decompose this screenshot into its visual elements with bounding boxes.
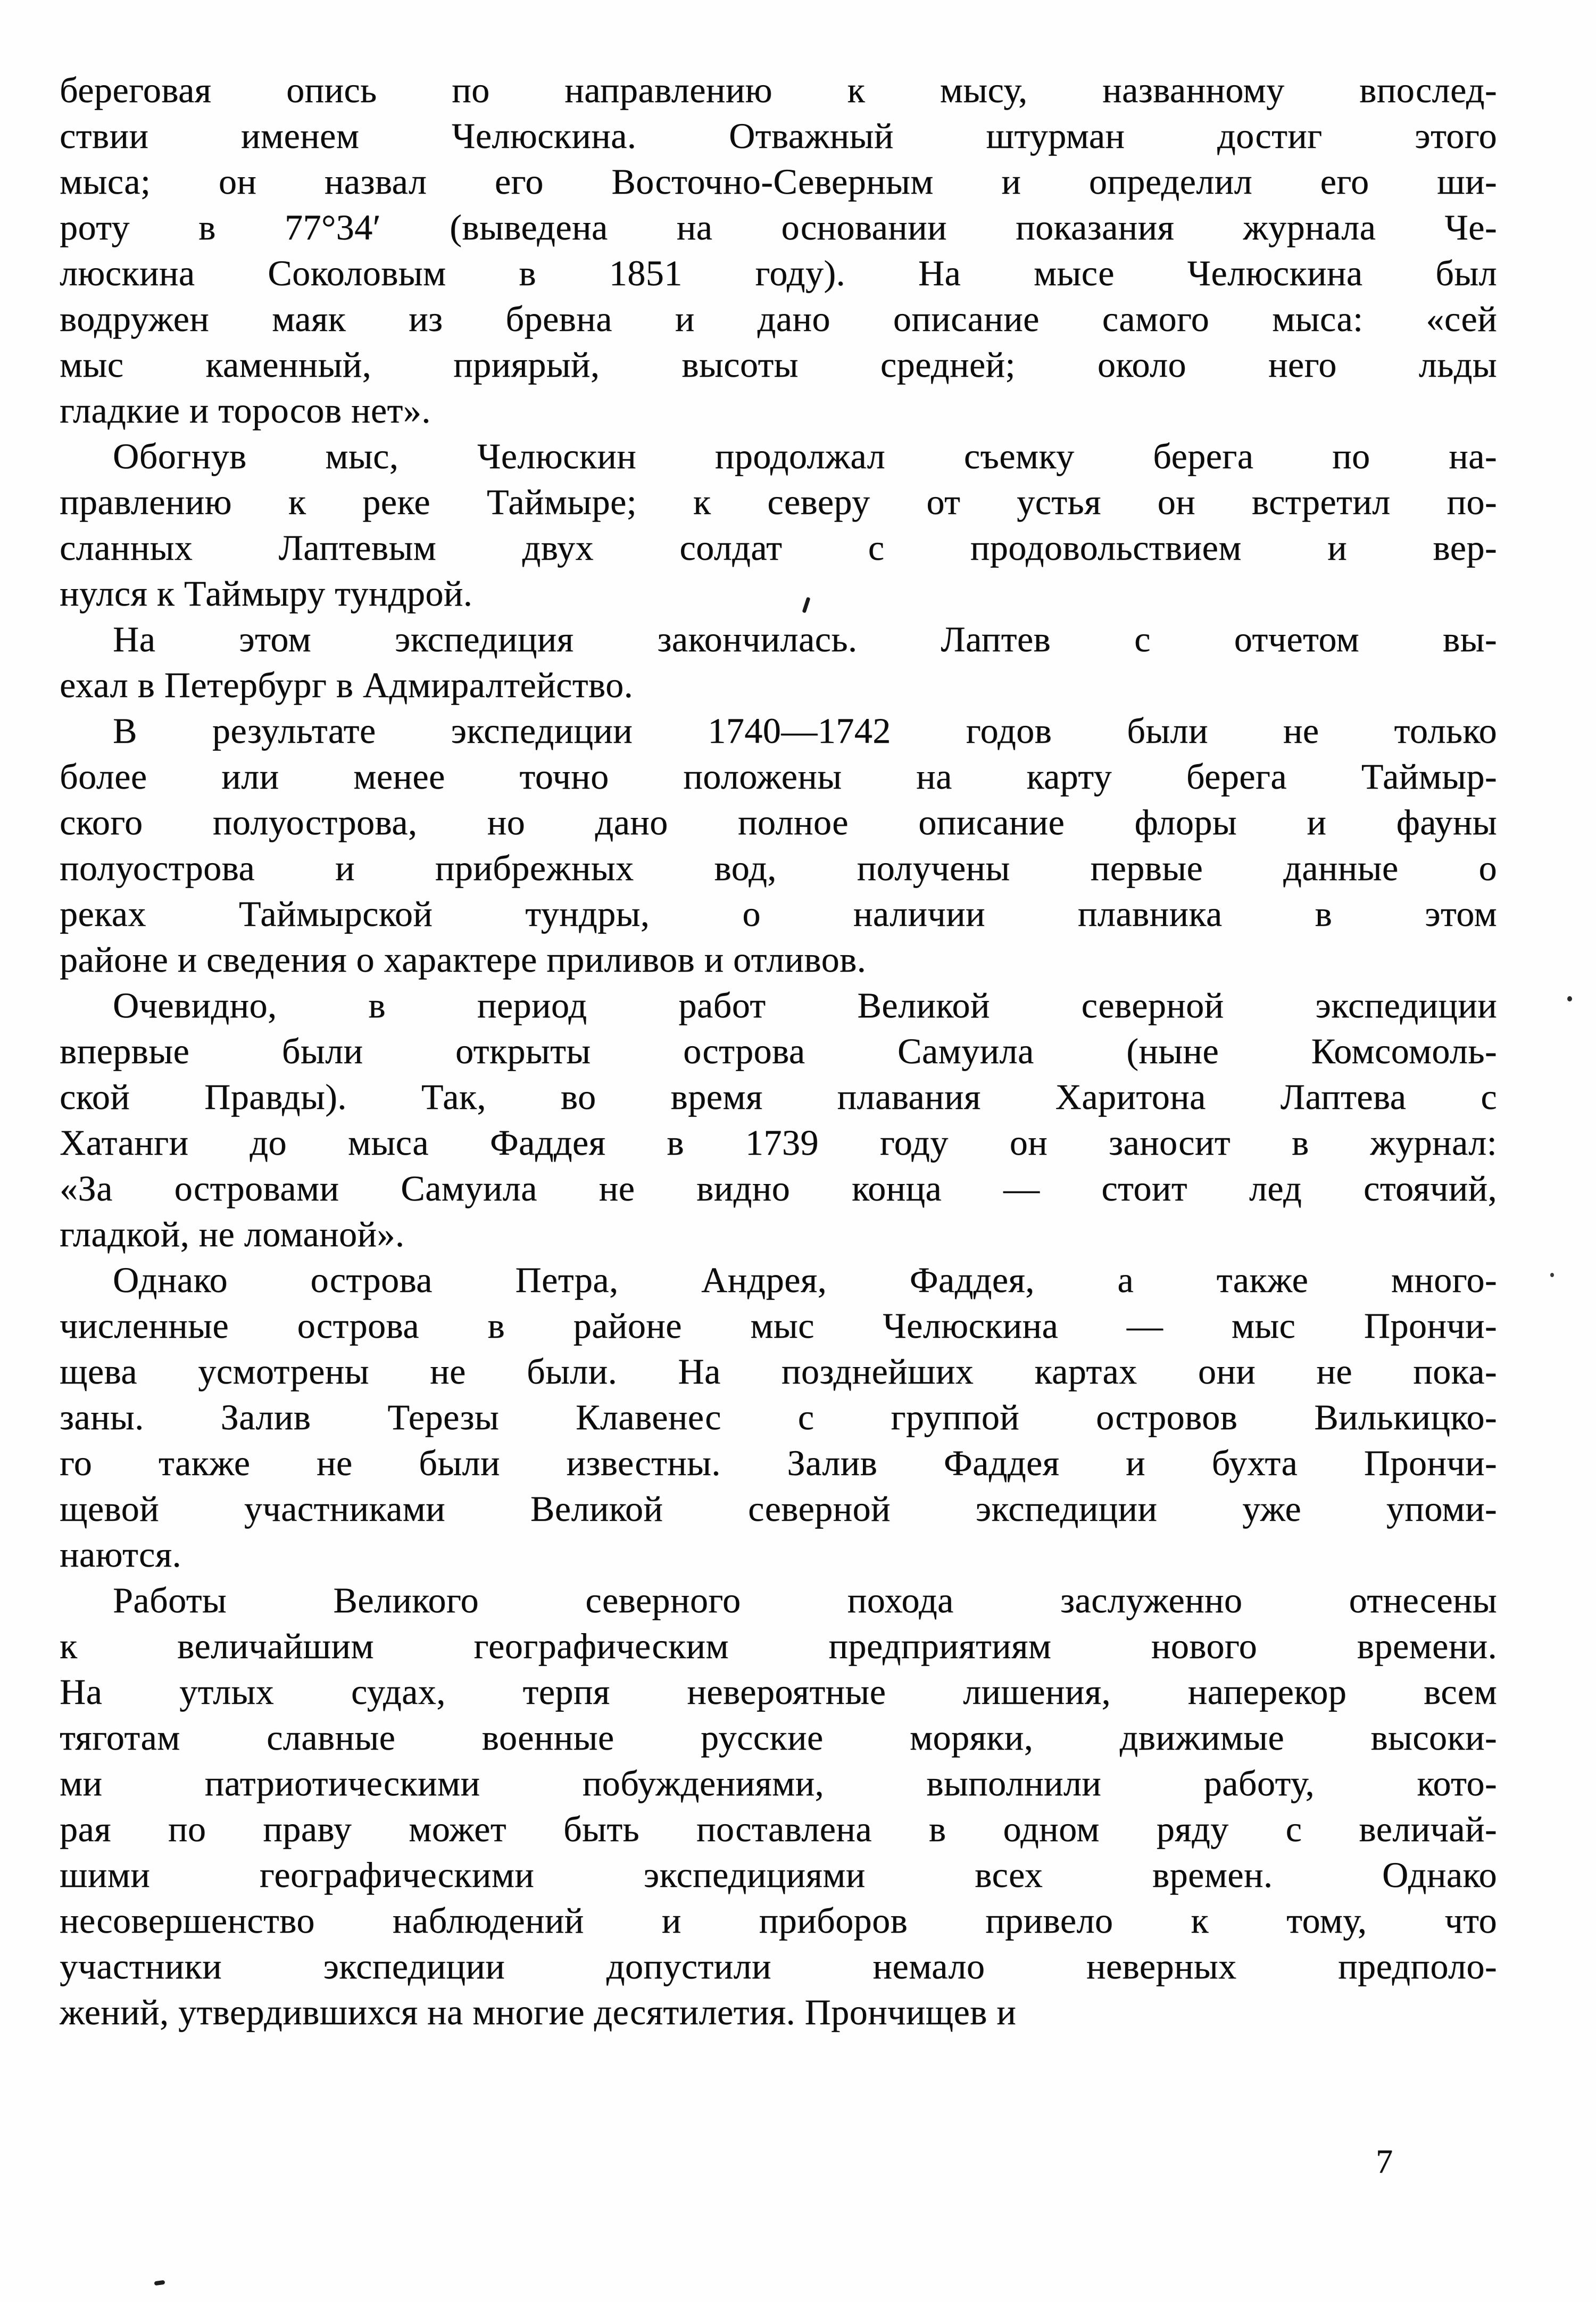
text-block — [60, 67, 1497, 2035]
text-line: гладкой, не ломаной». — [60, 1214, 405, 1254]
text-line: щева усмотрены не были. На позднейших картах они не пока- — [60, 1351, 1497, 1392]
paragraph — [60, 1577, 1497, 2035]
text-line: Хатанги до мыса Фаддея в 1739 году он заносит в журнал: — [60, 1122, 1497, 1163]
text-line: нулся к Таймыру тундрой. — [60, 573, 473, 614]
paragraph — [60, 433, 1497, 616]
text-line: го также не были известны. Залив Фаддея и бухта Прончи- — [60, 1443, 1497, 1483]
text-line: полуострова и прибрежных вод, получены первые данные о — [60, 848, 1497, 888]
paragraph — [60, 67, 1497, 433]
text-line: гладкие и торосов нет». — [60, 390, 431, 430]
text-line: люскина Соколовым в 1851 году). На мысе Челюскина был — [60, 253, 1497, 293]
paragraph — [60, 616, 1497, 708]
text-line: наются. — [60, 1534, 181, 1575]
text-line: На этом экспедиция закончилась. Лаптев с отчетом вы- — [113, 619, 1497, 659]
scan-artifact — [154, 2280, 165, 2286]
text-line: рая по праву может быть поставлена в одном ряду с величай- — [60, 1809, 1497, 1849]
text-line: «За островами Самуила не видно конца — стоит лед стоячий, — [60, 1168, 1497, 1208]
text-line: щевой участниками Великой северной экспедиции уже упоми- — [60, 1488, 1497, 1529]
scan-artifact — [1567, 996, 1572, 1001]
text-line: ствии именем Челюскина. Отважный штурман достиг этого — [60, 115, 1497, 156]
text-line: ми патриотическими побуждениями, выполнили работу, кото- — [60, 1763, 1497, 1803]
text-line: береговая опись по направлению к мысу, названному впослед- — [60, 70, 1497, 110]
text-line: ехал в Петербург в Адмиралтейство. — [60, 665, 634, 705]
text-line: ского полуострова, но дано полное описание флоры и фауны — [60, 802, 1497, 842]
text-line: правлению к реке Таймыре; к северу от устья он встретил по- — [60, 482, 1497, 522]
page-number: 7 — [1376, 2142, 1393, 2180]
text-line: На утлых судах, терпя невероятные лишения, наперекор всем — [60, 1671, 1497, 1712]
text-line: впервые были открыты острова Самуила (ныне Комсомоль- — [60, 1031, 1497, 1071]
paragraph — [60, 982, 1497, 1257]
text-line: Обогнув мыс, Челюскин продолжал съемку берега по на- — [113, 436, 1497, 476]
text-line: участники экспедиции допустили немало неверных предполо- — [60, 1946, 1497, 1986]
text-line: более или менее точно положены на карту берега Таймыр- — [60, 756, 1497, 797]
text-line: ской Правды). Так, во время плавания Харитона Лаптева с — [60, 1077, 1497, 1117]
text-line: шими географическими экспедициями всех времен. Однако — [60, 1854, 1497, 1895]
text-line: сланных Лаптевым двух солдат с продовольствием и вер- — [60, 527, 1497, 568]
text-line: мыса; он назвал его Восточно-Северным и определил его ши- — [60, 161, 1497, 202]
text-line: заны. Залив Терезы Клавенес с группой островов Вилькицко- — [60, 1397, 1497, 1437]
text-line: реках Таймырской тундры, о наличии плавника в этом — [60, 893, 1497, 934]
text-line: численные острова в районе мыс Челюскина — мыс Прончи- — [60, 1305, 1497, 1346]
text-line: мыс каменный, приярый, высоты средней; около него льды — [60, 344, 1497, 385]
text-line: роту в 77°34′ (выведена на основании показания журнала Че- — [60, 207, 1497, 247]
text-line: В результате экспедиции 1740—1742 годов были не только — [113, 710, 1497, 751]
text-line: Работы Великого северного похода заслуженно отнесены — [113, 1580, 1497, 1620]
text-line: Очевидно, в период работ Великой северной экспедиции — [113, 985, 1497, 1025]
text-line: тяготам славные военные русские моряки, движимые высоки- — [60, 1717, 1497, 1758]
text-line: районе и сведения о характере приливов и отливов. — [60, 939, 867, 980]
scan-artifact — [1550, 1273, 1554, 1277]
text-line: жений, утвердившихся на многие десятилетия. Прончищев и — [60, 1992, 1017, 2032]
text-line: к величайшим географическим предприятиям нового времени. — [60, 1626, 1497, 1666]
text-line: водружен маяк из бревна и дано описание самого мыса: «сей — [60, 299, 1497, 339]
text-line: несовершенство наблюдений и приборов привело к тому, что — [60, 1900, 1497, 1941]
paragraph — [60, 1257, 1497, 1577]
text-line: Однако острова Петра, Андрея, Фаддея, а также много- — [113, 1260, 1497, 1300]
paragraph — [60, 708, 1497, 982]
